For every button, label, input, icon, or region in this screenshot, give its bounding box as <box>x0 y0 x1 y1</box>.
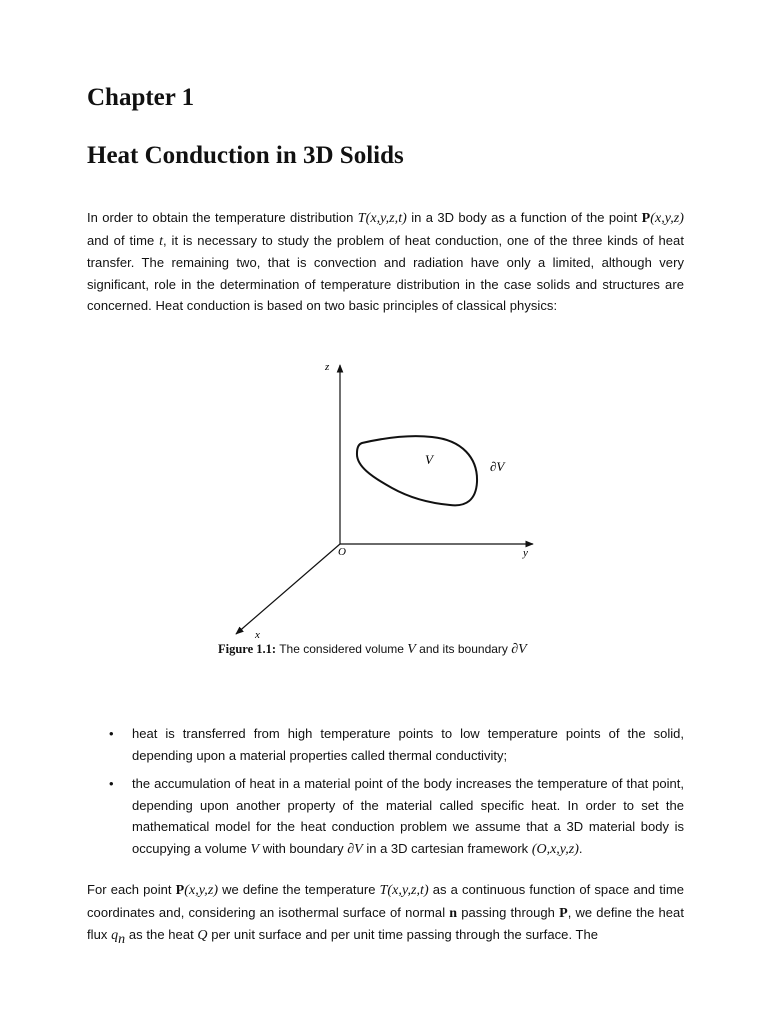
caption-volume-symbol: V <box>407 642 416 657</box>
flux-paragraph <box>87 879 684 951</box>
bullet-1-text: heat is transferred from high temperature points to low temperature points of the solid, depending upon a material properties called thermal conductivity; <box>132 726 684 763</box>
heat-symbol: Q <box>197 928 208 943</box>
p3-point-args: (x,y,z) <box>184 883 219 898</box>
x-axis <box>236 544 340 634</box>
caption-text-1: The considered volume <box>276 642 408 656</box>
p3-text-5: , we define the heat flux <box>87 904 684 942</box>
principles-list <box>108 723 684 867</box>
volume-label: V <box>425 452 433 467</box>
bullet-2-framework-symbol: (O,x,y,z) <box>531 841 579 857</box>
y-axis-label: y <box>523 547 528 559</box>
bullet-2-text-4: . <box>578 840 583 856</box>
point-args: (x,y,z) <box>650 211 685 226</box>
bullet-icon: • <box>109 726 114 741</box>
chapter-label: Chapter 1 <box>87 84 195 111</box>
flux-subscript: n <box>118 931 126 947</box>
caption-text-2: and its boundary <box>415 642 512 656</box>
intro-paragraph <box>87 207 684 317</box>
intro-text-1: In order to obtain the temperature distribution <box>87 210 358 225</box>
z-axis-label: z <box>325 361 330 373</box>
x-axis-label: x <box>255 629 260 641</box>
chapter-title: Heat Conduction in 3D Solids <box>87 142 404 169</box>
p3-text-7: per unit surface and per unit time passing through the surface. The <box>207 927 599 942</box>
figure-caption <box>218 642 638 658</box>
bullet-2-volume-symbol: V <box>250 841 260 857</box>
list-item <box>108 773 684 860</box>
time-symbol: t <box>159 233 164 249</box>
p3-text-2: we define the temperature <box>218 882 380 897</box>
caption-label: Figure 1.1: <box>218 642 277 656</box>
intro-text-3: and of time <box>87 232 160 248</box>
normal-symbol: n <box>449 905 458 921</box>
p3-point-symbol: P <box>175 883 185 898</box>
bullet-icon: • <box>109 776 114 791</box>
intro-text-2: in a 3D body as a function of the point <box>406 210 642 225</box>
flux-symbol: q <box>111 928 119 943</box>
p3-temperature-symbol: T(x,y,z,t) <box>379 883 429 898</box>
figure-axes-diagram <box>226 355 556 645</box>
origin-label: O <box>338 546 346 558</box>
boundary-label: ∂V <box>490 459 505 474</box>
p3-text-3: as a continuous function of space and time coordinates and, considering an isothermal surface of normal <box>87 882 685 920</box>
p3-text-4: passing through <box>457 904 560 920</box>
caption-boundary-symbol: ∂V <box>511 642 527 657</box>
p3-text-1: For each point <box>87 882 176 897</box>
bullet-2-boundary-symbol: ∂V <box>347 841 363 857</box>
bullet-2-text-1: the accumulation of heat in a material point of the body increases the temperature of that point, depending upon another property of the material called specific heat. In order to set the mathematical model for the heat conduction problem we assume that a 3D material body is occupying a volume <box>132 776 684 856</box>
bullet-2-text-3: in a 3D cartesian framework <box>362 840 532 856</box>
volume-boundary <box>357 436 477 505</box>
p3-text-6: as the heat <box>125 927 198 942</box>
list-item <box>108 723 684 766</box>
bullet-2-text-2: with boundary <box>259 840 348 856</box>
intro-text-4: , it is necessary to study the problem of heat conduction, one of the three kinds of heat transfer. The remaining two, that is convection and radiation have only a limited, although very significant, role in the determination of temperature distribution in the case solids and structures are concerned. Heat conduction is based on two basic principles of classical physics: <box>87 232 684 313</box>
point-symbol: P <box>641 211 651 226</box>
p3-point-symbol-2: P <box>559 905 568 921</box>
temperature-symbol: T(x,y,z,t) <box>357 211 407 226</box>
